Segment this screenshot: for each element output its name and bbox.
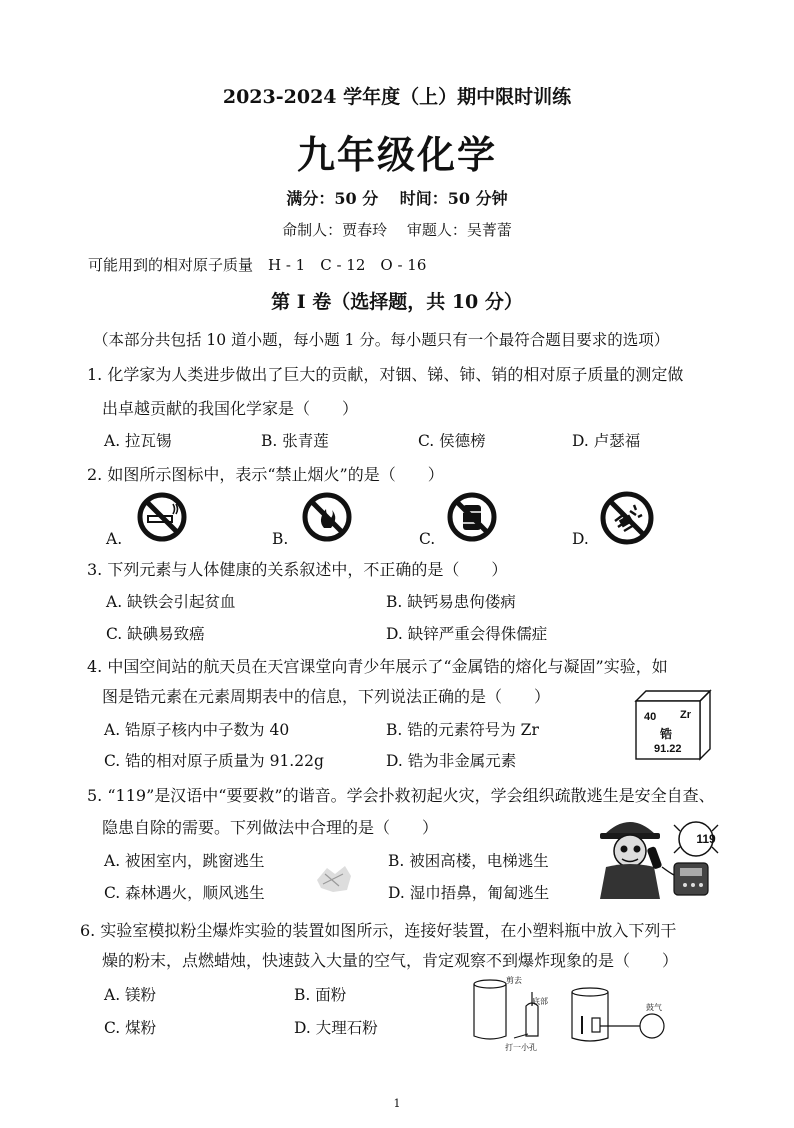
no-smoking-icon[interactable] — [137, 492, 187, 542]
atomic-masses: 可能用到的相对原子质量 H - 1 C - 12 O - 16 — [88, 256, 427, 274]
question-5-stem-cont: 隐患自除的需要。下列做法中合理的是（ ） — [102, 818, 439, 837]
q4-option-b[interactable]: B. 锆的元素符号为 Zr — [386, 721, 539, 739]
q5-option-a[interactable]: A. 被困室内，跳窗逃生 — [104, 852, 265, 870]
no-fireworks-icon[interactable] — [600, 491, 654, 545]
no-open-flame-icon[interactable] — [302, 492, 352, 542]
section-title: 第 I 卷（选择题，共 10 分） — [271, 291, 523, 313]
question-1-stem: 1. 化学家为人类进步做出了巨大的贡献，对铟、锑、铈、销的相对原子质量的测定做 — [87, 365, 684, 384]
q2-option-a[interactable]: A. — [106, 530, 123, 548]
section-instructions: （本部分共包括 10 道小题，每小题 1 分。每小题只有一个最符合题目要求的选项） — [93, 331, 670, 349]
q6-option-a[interactable]: A. 镁粉 — [104, 986, 157, 1004]
q5-option-c[interactable]: C. 森林遇火，顺风逃生 — [104, 884, 265, 902]
question-4-stem-cont: 图是锆元素在元素周期表中的信息，下列说法正确的是（ ） — [102, 687, 551, 706]
q4-option-d[interactable]: D. 锆为非金属元素 — [386, 752, 517, 770]
label-cut: 剪去 — [506, 976, 522, 985]
q5-option-d[interactable]: D. 湿巾捂鼻，匍匐逃生 — [388, 884, 550, 902]
q1-option-b[interactable]: B. 张青莲 — [261, 432, 329, 450]
q2-option-d[interactable]: D. — [572, 530, 589, 548]
question-3-stem: 3. 下列元素与人体健康的关系叙述中，不正确的是（ ） — [87, 560, 508, 579]
label-top: 底部 — [532, 997, 548, 1006]
page-number: 1 — [393, 1097, 401, 1110]
q4-option-a[interactable]: A. 锆原子核内中子数为 40 — [104, 721, 290, 739]
q2-option-c[interactable]: C. — [419, 530, 436, 548]
element-card — [636, 693, 710, 763]
q3-option-c[interactable]: C. 缺碘易致癌 — [106, 625, 205, 643]
no-combustible-storage-icon[interactable] — [447, 492, 497, 542]
q3-option-d[interactable]: D. 缺锌严重会得侏儒症 — [386, 625, 548, 643]
q1-option-d[interactable]: D. 卢瑟福 — [572, 432, 641, 450]
q4-option-c[interactable]: C. 锆的相对原子质量为 91.22g — [104, 752, 324, 770]
q2-option-b[interactable]: B. — [272, 530, 289, 548]
subject-title: 九年级化学 — [296, 132, 497, 177]
q1-option-c[interactable]: C. 侯德榜 — [418, 432, 486, 450]
q3-option-b[interactable]: B. 缺钙易患佝偻病 — [386, 593, 516, 611]
question-1-stem-cont: 出卓越贡献的我国化学家是（ ） — [102, 399, 359, 418]
q6-option-d[interactable]: D. 大理石粉 — [294, 1019, 378, 1037]
smudge-mark — [313, 860, 355, 896]
label-air: 鼓气 — [646, 1003, 662, 1012]
dust-explosion-apparatus — [470, 972, 680, 1056]
element-number: 40 — [644, 711, 657, 723]
element-name: 锆 — [660, 727, 673, 741]
question-4-stem: 4. 中国空间站的航天员在天宫课堂向青少年展示了“金属锆的熔化与凝固”实验，如 — [87, 657, 668, 676]
q5-option-b[interactable]: B. 被困高楼，电梯逃生 — [388, 852, 549, 870]
phone-badge-text: 119 — [696, 832, 716, 846]
q1-option-a[interactable]: A. 拉瓦锡 — [104, 432, 172, 450]
label-hole: 打一小孔 — [505, 1043, 537, 1052]
question-2-stem: 2. 如图所示图标中，表示“禁止烟火”的是（ ） — [87, 465, 444, 484]
element-symbol: Zr — [680, 709, 691, 721]
question-6-stem-cont: 燥的粉末，点燃蜡烛，快速鼓入大量的空气，肯定观察不到爆炸现象的是（ ） — [102, 951, 679, 970]
firefighter-phone-illustration — [590, 805, 725, 900]
question-5-stem: 5. “119”是汉语中“要要救”的谐音。学会扑救初起火灾，学会组织疏散逃生是安全自查、 — [87, 786, 715, 805]
authors: 命制人：贾春玲 审题人：吴菁蕾 — [282, 221, 512, 239]
element-mass: 91.22 — [654, 743, 682, 755]
q3-option-a[interactable]: A. 缺铁会引起贫血 — [106, 593, 236, 611]
q6-option-c[interactable]: C. 煤粉 — [104, 1019, 157, 1037]
exam-title: 2023-2024 学年度（上）期中限时训练 — [222, 86, 572, 108]
q6-option-b[interactable]: B. 面粉 — [294, 986, 347, 1004]
question-6-stem: 6. 实验室模拟粉尘爆炸实验的装置如图所示，连接好装置，在小塑料瓶中放入下列干 — [80, 921, 677, 940]
score-time: 满分：50 分 时间：50 分钟 — [286, 189, 508, 208]
